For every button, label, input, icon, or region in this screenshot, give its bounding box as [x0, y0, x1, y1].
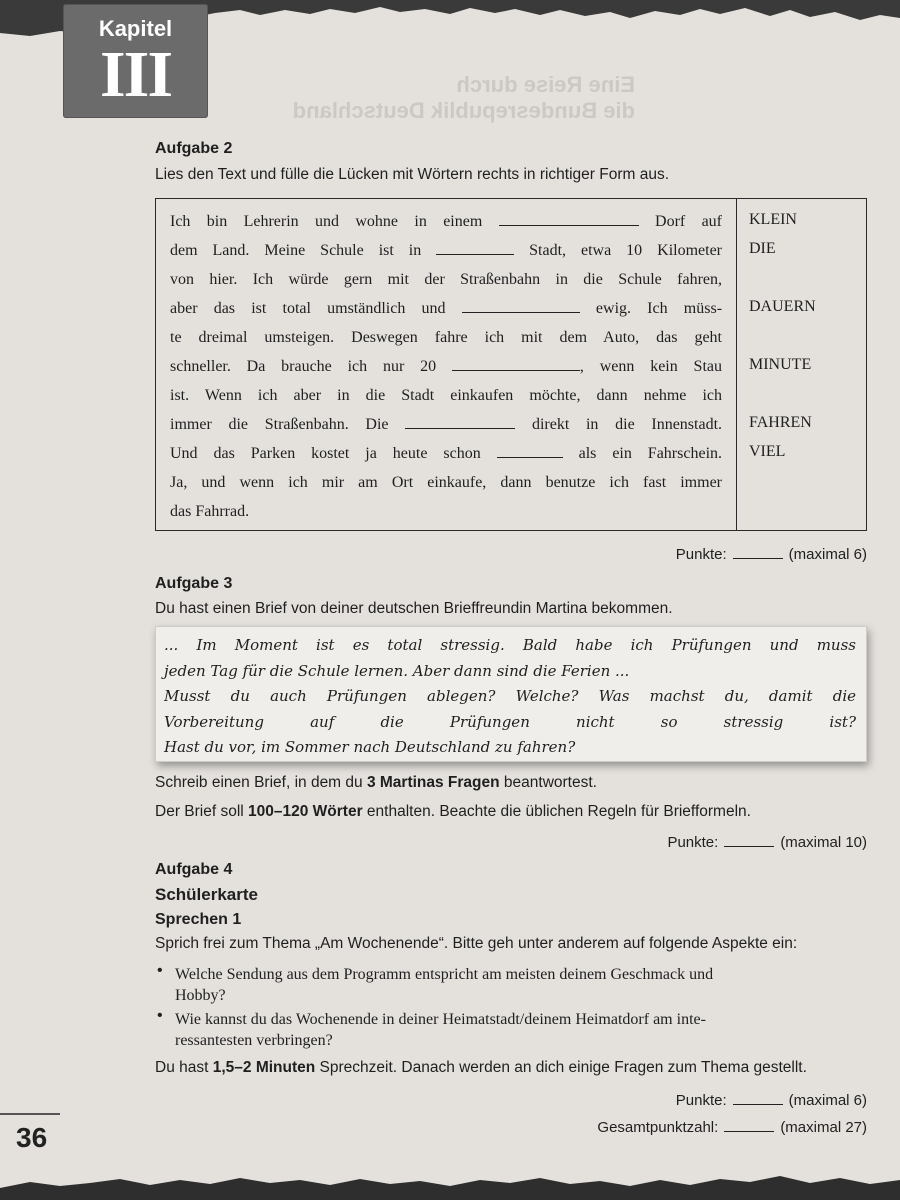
answer-gap-2[interactable]: [436, 241, 514, 255]
score-blank[interactable]: [724, 1119, 774, 1132]
bleed-through-text: Eine Reise durch die Bundesrepublik Deutschland: [292, 72, 635, 123]
text-line: schneller. Da brauche ich nur 20 , wenn kein Stau: [170, 358, 722, 375]
word-item: DIE: [749, 240, 776, 257]
chapter-badge: [63, 4, 208, 118]
chapter-label: Kapitel: [98, 16, 173, 41]
text-line: Ich bin Lehrerin und wohne in einem Dorf auf: [170, 213, 723, 230]
text-line: Und das Parken kostet ja heute schon als ein Fahrschein.: [170, 445, 723, 462]
letter-line: jeden Tag für die Schule lernen. Aber dann sind die Ferien ...: [164, 661, 630, 680]
aufgabe-3-heading: Aufgabe 3: [155, 575, 233, 592]
answer-gap-6[interactable]: [497, 444, 563, 458]
torn-paper-bottom-edge: [0, 1170, 900, 1200]
page-number-rule: [0, 1113, 60, 1115]
aufgabe-4-heading: Aufgabe 4: [155, 861, 233, 878]
word-item: KLEIN: [749, 211, 797, 228]
gap-fill-text: [170, 207, 722, 526]
aspect-1: Welche Sendung aus dem Programm entspricht am meisten deinem Geschmack und Hobby?: [175, 966, 714, 1004]
bullet-icon: •: [157, 1007, 163, 1024]
text-line: aber das ist total umständlich und ewig. Ich müss-: [170, 300, 723, 317]
text-line: immer die Straßenbahn. Die direkt in die Innenstadt.: [170, 416, 723, 433]
letter-line: Hast du vor, im Sommer nach Deutschland zu fahren?: [164, 738, 576, 756]
aspect-2: Wie kannst du das Wochenende in deiner Heimatstadt/deinem Heimatdorf am inte- ressantesten verbringen?: [175, 1011, 706, 1049]
answer-gap-5[interactable]: [405, 415, 515, 429]
total-score: Gesamtpunktzahl: (maximal 27): [597, 1119, 867, 1136]
word-item: DAUERN: [749, 298, 816, 315]
score-blank[interactable]: [724, 834, 774, 847]
gap-fill-table: [155, 198, 867, 531]
aufgabe-2-score: Punkte: (maximal 6): [675, 546, 867, 563]
page-number: 36: [16, 1122, 48, 1153]
aufgabe-4-section: Sprechen 1: [155, 911, 242, 928]
text-line: dem Land. Meine Schule ist in Stadt, etwa 10 Kilometer: [170, 242, 723, 259]
letter-excerpt: [155, 626, 867, 762]
speaking-time: Du hast 1,5–2 Minuten Sprechzeit. Danach werden an dich einige Fragen zum Thema gestellt.: [155, 1059, 807, 1076]
answer-gap-4[interactable]: [452, 357, 580, 371]
text-line: Ja, und wenn ich mir am Ort einkaufe, dann benutze ich fast immer: [170, 474, 722, 491]
aufgabe-4-score: Punkte: (maximal 6): [675, 1092, 867, 1109]
text-line: das Fahrrad.: [170, 503, 250, 520]
chapter-number: III: [99, 38, 172, 111]
aufgabe-3-task-2: Der Brief soll 100–120 Wörter enthalten. Beachte die üblichen Regeln für Briefformeln.: [155, 803, 751, 820]
score-blank[interactable]: [733, 546, 783, 559]
aufgabe-4-subheading: Schülerkarte: [155, 885, 258, 904]
answer-gap-1[interactable]: [499, 212, 639, 226]
letter-line: Vorbereitung auf die Prüfungen nicht so stressig ist?: [164, 712, 856, 731]
aufgabe-3-score: Punkte: (maximal 10): [667, 834, 867, 851]
text-line: ist. Wenn ich aber in die Stadt einkaufen möchte, dann nehme ich: [170, 387, 722, 404]
word-item: VIEL: [749, 443, 786, 460]
aufgabe-2-heading: Aufgabe 2: [155, 140, 233, 157]
word-item: FAHREN: [749, 414, 812, 431]
table-divider: [736, 199, 737, 530]
aufgabe-2-instruction: Lies den Text und fülle die Lücken mit Wörtern rechts in richtiger Form aus.: [155, 166, 670, 183]
bullet-icon: •: [157, 962, 163, 979]
text-line: von hier. Ich würde gern mit der Straßenbahn in die Schule fahren,: [170, 271, 722, 288]
aufgabe-4-instruction: Sprich frei zum Thema „Am Wochenende“. Bitte geh unter anderem auf folgende Aspekte ein:: [155, 935, 798, 952]
text-line: te dreimal umsteigen. Deswegen fahre ich mit dem Auto, das geht: [170, 329, 722, 346]
letter-line: Musst du auch Prüfungen ablegen? Welche? Was machst du, damit die: [164, 687, 856, 705]
score-blank[interactable]: [733, 1092, 783, 1105]
word-item: MINUTE: [749, 356, 812, 373]
answer-gap-3[interactable]: [462, 299, 580, 313]
aufgabe-3-task-1: Schreib einen Brief, in dem du 3 Martinas Fragen beantwortest.: [155, 774, 597, 791]
letter-line: ... Im Moment ist es total stressig. Bald habe ich Prüfungen und muss: [164, 636, 856, 654]
aufgabe-3-instruction: Du hast einen Brief von deiner deutschen Brieffreundin Martina bekommen.: [155, 600, 673, 617]
